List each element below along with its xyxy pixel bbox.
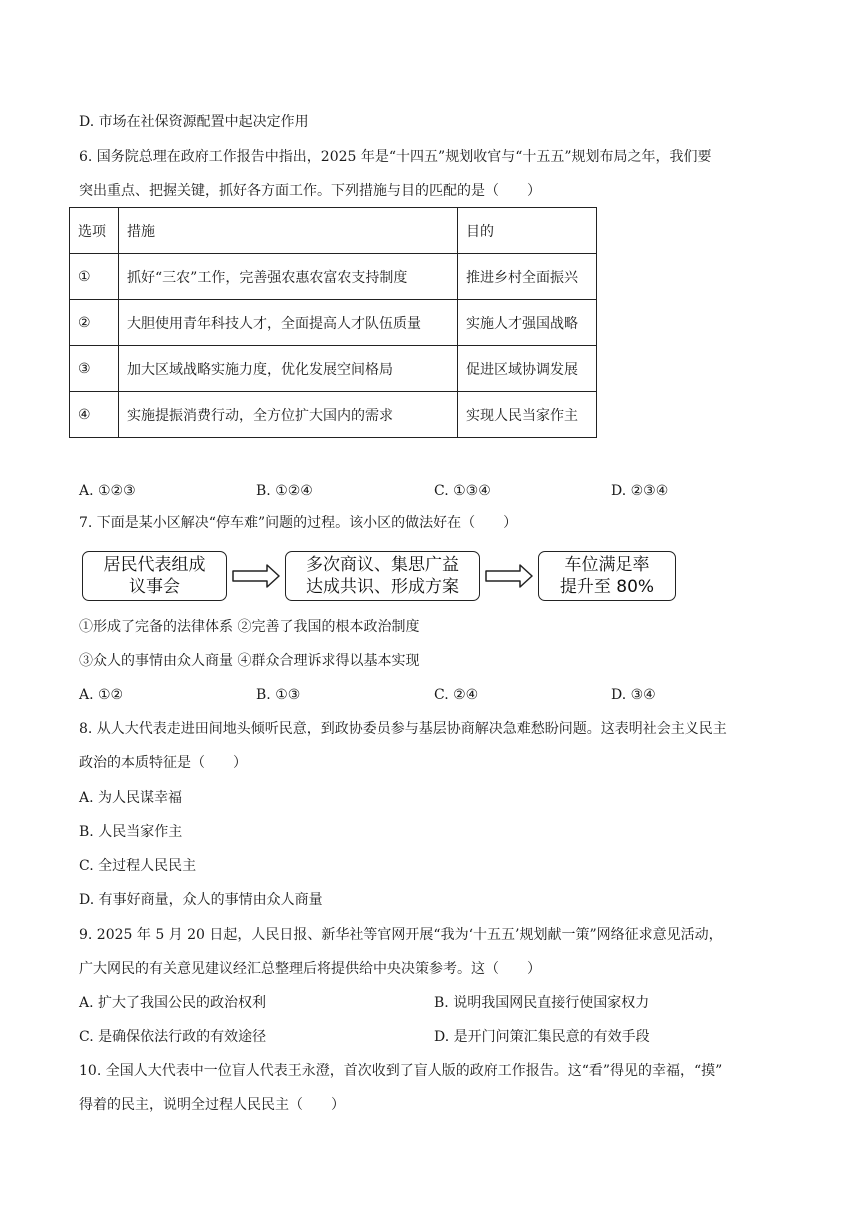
flow-box-text: 居民代表组成 xyxy=(103,555,206,575)
table-row xyxy=(70,346,597,392)
arrow-right-icon xyxy=(484,563,534,589)
table-cell: 抓好“三农”工作，完善强农惠农富农支持制度 xyxy=(119,254,458,300)
q7-option-b: B. ①③ xyxy=(256,687,301,703)
q8-stem-line2: 政治的本质特征是（ ） xyxy=(79,755,247,771)
table-row xyxy=(70,254,597,300)
table-cell: 实现人民当家作主 xyxy=(458,392,597,438)
q6-stem-line2: 突出重点、把握关键，抓好各方面工作。下列措施与目的匹配的是（ ） xyxy=(79,183,541,199)
table-cell: 实施提振消费行动，全方位扩大国内的需求 xyxy=(119,392,458,438)
table-row xyxy=(70,300,597,346)
table-cell: 促进区域协调发展 xyxy=(458,346,597,392)
q8-option-b: B. 人民当家作主 xyxy=(79,824,183,840)
q6-stem-line1: 6. 国务院总理在政府工作报告中指出，2025 年是“十四五”规划收官与“十五五”规划布局之年，我们要 xyxy=(79,149,712,165)
q7-statements-line2: ③众人的事情由众人商量 ④群众合理诉求得以基本实现 xyxy=(79,653,420,669)
q7-flowchart xyxy=(82,551,682,601)
q9-option-d: D. 是开门问策汇集民意的有效手段 xyxy=(434,1029,650,1045)
flow-box-text: 多次商议、集思广益 xyxy=(306,555,459,575)
q8-stem-line1: 8. 从人大代表走进田间地头倾听民意，到政协委员参与基层协商解决急难愁盼问题。这表明社会主义民主 xyxy=(79,721,727,737)
q8-option-d: D. 有事好商量，众人的事情由众人商量 xyxy=(79,892,323,908)
table-cell: ① xyxy=(70,254,119,300)
q7-option-a: A. ①② xyxy=(79,687,124,703)
q9-stem-line2: 广大网民的有关意见建议经汇总整理后将提供给中央决策参考。这（ ） xyxy=(79,961,541,977)
q6-option-c: C. ①③④ xyxy=(434,483,491,499)
table-cell: 推进乡村全面振兴 xyxy=(458,254,597,300)
table-header-cell: 选项 xyxy=(70,208,119,254)
table-cell: ③ xyxy=(70,346,119,392)
flow-box-text: 车位满足率 xyxy=(564,555,650,575)
q9-option-a: A. 扩大了我国公民的政治权利 xyxy=(79,995,267,1011)
table-cell: 加大区域战略实施力度，优化发展空间格局 xyxy=(119,346,458,392)
q6-option-b: B. ①②④ xyxy=(256,483,313,499)
q8-option-a: A. 为人民谋幸福 xyxy=(79,790,183,806)
q10-stem-line2: 得着的民主，说明全过程人民民主（ ） xyxy=(79,1097,345,1113)
q10-stem-line1: 10. 全国人大代表中一位盲人代表王永澄，首次收到了盲人版的政府工作报告。这“看”得见的幸福，“摸” xyxy=(79,1063,723,1079)
table-header-cell: 措施 xyxy=(119,208,458,254)
q7-option-d: D. ③④ xyxy=(611,687,656,703)
q9-option-b: B. 说明我国网民直接行使国家权力 xyxy=(434,995,650,1011)
q6-table xyxy=(69,207,597,438)
q6-option-a: A. ①②③ xyxy=(79,483,136,499)
table-header-cell: 目的 xyxy=(458,208,597,254)
q7-stem: 7. 下面是某小区解决“停车难”问题的过程。该小区的做法好在（ ） xyxy=(79,515,518,531)
flow-box-text: 提升至 80% xyxy=(559,577,655,597)
q8-option-c: C. 全过程人民民主 xyxy=(79,858,197,874)
q9-stem-line1: 9. 2025 年 5 月 20 日起，人民日报、新华社等官网开展“我为‘十五五’规划献一策”网络征求意见活动， xyxy=(79,927,723,943)
q9-option-c: C. 是确保依法行政的有效途径 xyxy=(79,1029,267,1045)
flow-box-result xyxy=(538,551,676,601)
table-cell: ② xyxy=(70,300,119,346)
q7-option-c: C. ②④ xyxy=(434,687,479,703)
q7-statements-line1: ①形成了完备的法律体系 ②完善了我国的根本政治制度 xyxy=(79,619,420,635)
table-row xyxy=(70,392,597,438)
flow-box-text: 达成共识、形成方案 xyxy=(306,577,459,597)
q5-option-d: D. 市场在社保资源配置中起决定作用 xyxy=(79,114,309,130)
q6-option-d: D. ②③④ xyxy=(611,483,669,499)
table-cell: ④ xyxy=(70,392,119,438)
flow-box-consultation xyxy=(285,551,480,601)
flow-box-council xyxy=(82,551,227,601)
arrow-right-icon xyxy=(231,563,281,589)
table-cell: 大胆使用青年科技人才，全面提高人才队伍质量 xyxy=(119,300,458,346)
table-header-row xyxy=(70,208,597,254)
flow-box-text: 议事会 xyxy=(129,577,180,597)
table-cell: 实施人才强国战略 xyxy=(458,300,597,346)
